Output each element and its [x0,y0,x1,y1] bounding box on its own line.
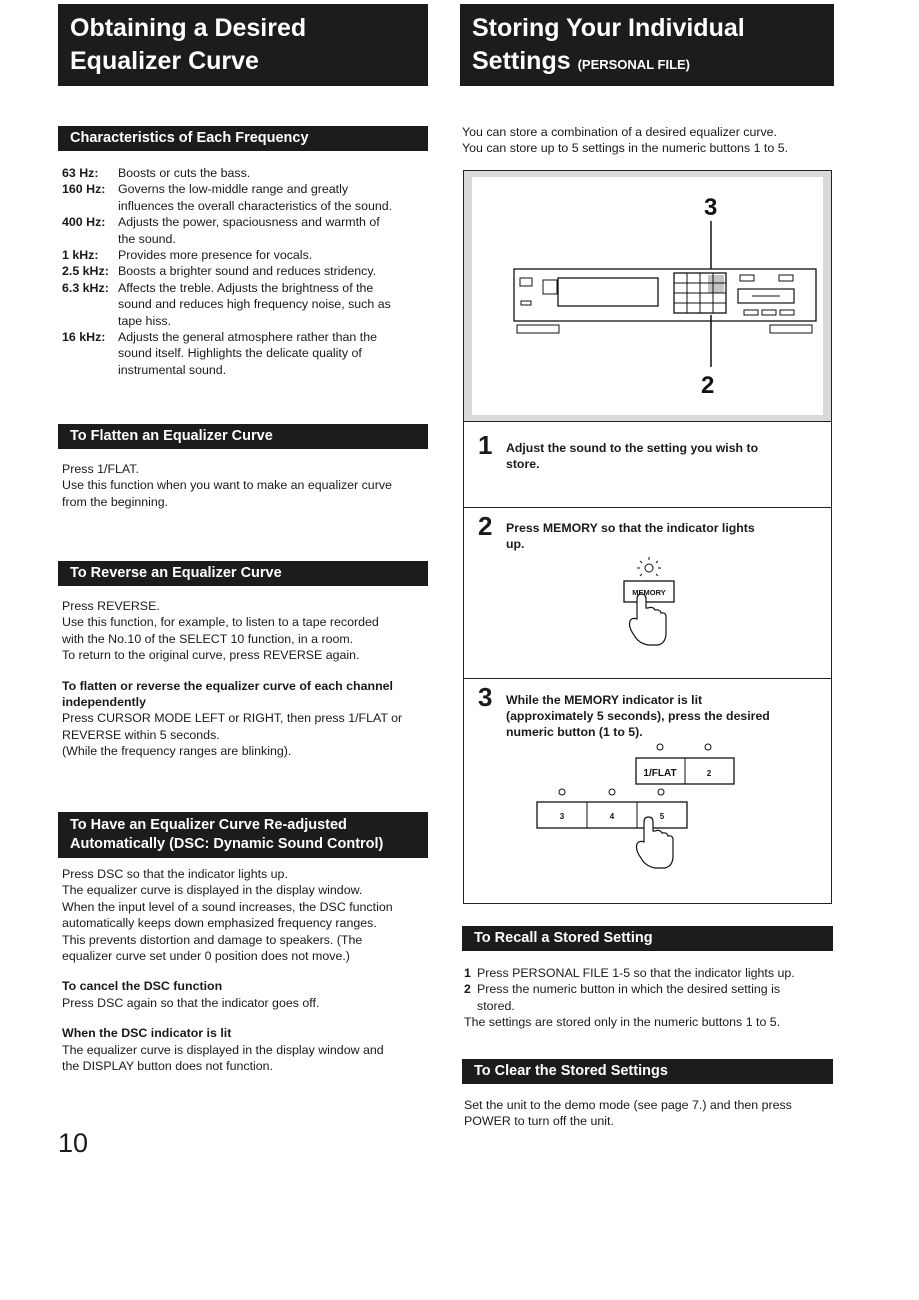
button-3-label: 3 [559,812,565,821]
dsc-lit-line: The equalizer curve is displayed in the display window and [62,1042,384,1057]
right-page-title [460,4,834,86]
flatten-line: Use this function when you want to make an equalizer curve [62,478,392,493]
frequency-description-line: Adjusts the power, spaciousness and warmth of [118,215,380,230]
right-title-main: Settings [472,47,571,75]
reverse-line: with the No.10 of the SELECT 10 function, in a room. [62,631,354,646]
frequency-list [62,165,434,378]
recall-heading: To Recall a Stored Setting [462,926,833,951]
independent-line: Press CURSOR MODE LEFT or RIGHT, then press 1/FLAT or [62,711,403,726]
recall-step [464,965,834,981]
frequency-description-line: Adjusts the general atmosphere rather than the [118,330,377,345]
frequency-label: 1 kHz: [62,248,99,263]
recall-line: stored. [477,998,515,1013]
frequency-description-line: Affects the treble. Adjusts the brightness of the [118,280,374,295]
right-title-line1: Storing Your Individual [472,14,745,42]
frequency-description [118,329,434,378]
frequency-label: 400 Hz: [62,215,106,230]
reverse-line: Use this function, for example, to listen to a tape recorded [62,615,379,630]
frequency-description-line: Provides more presence for vocals. [118,248,313,263]
frequency-description-line: the sound. [118,231,176,246]
right-title-small: (PERSONAL FILE) [577,57,691,72]
indicator-dot [705,744,711,750]
step-3-number: 3 [478,682,493,712]
reverse-line: Press REVERSE. [62,599,160,613]
step-3-text [506,692,821,740]
independent-line: REVERSE within 5 seconds. [62,727,220,742]
intro-line: You can store a combination of a desired equalizer curve. [462,125,778,139]
flatten-text [62,461,434,510]
frequency-description [118,263,434,279]
frequency-description-line: instrumental sound. [118,362,227,377]
memory-button-label: MEMORY [632,588,666,597]
frequency-description-line: Boosts or cuts the bass. [118,166,251,180]
step-1-number: 1 [478,430,493,460]
step-2-line: up. [506,537,525,551]
frequency-label: 160 Hz: [62,182,106,197]
flatten-line: from the beginning. [62,494,169,509]
step-3-line: (approximately 5 seconds), press the desired [506,709,770,723]
button-4-label: 4 [609,812,615,821]
dsc-text [62,866,434,1074]
left-page-title [58,4,428,86]
frequency-item [62,214,434,247]
dsc-heading-line2: Automatically (DSC: Dynamic Sound Control) [70,836,384,852]
recall-line: Press the numeric button in which the desired setting is [477,982,781,997]
personal-file-intro [462,124,837,157]
indicator-dot [609,789,615,795]
independent-line: (While the frequency ranges are blinking). [62,744,292,759]
frequency-description-line: sound and reduces high frequency noise, such as [118,297,391,312]
frequency-item [62,329,434,378]
step-2-text [506,520,816,552]
recall-note: The settings are stored only in the numeric buttons 1 to 5. [464,1015,781,1030]
recall-step-text: Press PERSONAL FILE 1-5 so that the indicator lights up. [477,966,795,980]
dsc-heading [58,812,428,858]
step-1-text [506,440,816,472]
frequency-description-line: influences the overall characteristics of the sound. [118,198,393,213]
clear-text [464,1097,834,1130]
flatten-heading: To Flatten an Equalizer Curve [58,424,428,449]
flatten-line: Press 1/FLAT. [62,462,139,476]
reverse-heading: To Reverse an Equalizer Curve [58,561,428,586]
equalizer-unit-drawing [472,177,823,415]
intro-line: You can store up to 5 settings in the numeric buttons 1 to 5. [462,141,789,156]
step-1-line: Adjust the sound to the setting you wish to [506,441,759,455]
unit-foot-left [517,325,559,333]
frequency-item [62,263,434,279]
recall-step-number: 1 [464,966,471,980]
recall-step-number: 2 [464,982,471,997]
clear-line: POWER to turn off the unit. [464,1114,614,1129]
frequency-description-line: Governs the low-middle range and greatly [118,182,349,197]
step-2-number: 2 [478,511,493,541]
dsc-line: automatically keeps down emphasized frequency ranges. [62,916,377,931]
highlighted-buttons [708,275,724,293]
step-3-line: While the MEMORY indicator is lit [506,693,703,707]
frequency-description [118,214,434,247]
dsc-heading-line1: To Have an Equalizer Curve Re-adjusted [70,817,347,833]
frequency-description [118,280,434,329]
flat-button-label: 1/FLAT [643,768,677,779]
frequency-label: 16 kHz: [62,330,106,345]
dsc-line: When the input level of a sound increases, the DSC function [62,899,393,914]
button-5-label: 5 [659,812,665,821]
indicator-dot [657,744,663,750]
step-3-line: numeric button (1 to 5). [506,725,643,739]
unit-foot-right [770,325,812,333]
indicator-dot [658,789,664,795]
unit-body [514,269,816,321]
frequency-description-line: tape hiss. [118,313,172,328]
indicator-dot [559,789,565,795]
frequency-description [118,165,434,181]
frequency-label: 2.5 kHz: [62,264,109,279]
indicator-light-icon [637,557,661,576]
dsc-line: The equalizer curve is displayed in the display window. [62,883,363,898]
callout-2-label: 2 [701,372,715,399]
frequency-item [62,181,434,214]
reverse-line: To return to the original curve, press REVERSE again. [62,648,360,663]
numeric-buttons-illustration [532,740,772,900]
recall-step [464,981,834,1014]
step-2-line: Press MEMORY so that the indicator lights [506,521,755,535]
clear-heading: To Clear the Stored Settings [462,1059,833,1084]
step-divider [464,507,831,508]
procedure-steps [463,420,832,904]
frequency-item [62,165,434,181]
dsc-line: equalizer curve set under 0 position does not move.) [62,949,350,964]
frequency-description [118,247,434,263]
frequency-description-line: sound itself. Highlights the delicate quality of [118,346,362,361]
left-title-line1: Obtaining a Desired [70,14,307,42]
device-figure [463,170,832,422]
step-1-line: store. [506,457,540,471]
dsc-cancel-text: Press DSC again so that the indicator goes off. [62,995,320,1010]
frequency-label: 63 Hz: [62,166,99,180]
memory-button-illustration [604,555,694,655]
frequency-item [62,280,434,329]
page-number: 10 [58,1128,89,1158]
independent-heading: To flatten or reverse the equalizer curve of each channel [62,678,393,693]
dsc-lit-line: the DISPLAY button does not function. [62,1059,274,1074]
recall-steps [464,965,834,1031]
characteristics-heading: Characteristics of Each Frequency [58,126,428,151]
callout-3-label: 3 [704,194,718,221]
right-title-line2 [472,45,822,81]
dsc-line: Press DSC so that the indicator lights up. [62,867,288,881]
dsc-lit-heading: When the DSC indicator is lit [62,1026,232,1041]
clear-line: Set the unit to the demo mode (see page 7.) and then press [464,1098,792,1112]
frequency-label: 6.3 kHz: [62,280,109,295]
button-2-label: 2 [706,769,712,778]
device-figure-panel [472,177,823,415]
frequency-item [62,247,434,263]
dsc-cancel-heading: To cancel the DSC function [62,979,223,994]
left-title-line2: Equalizer Curve [70,47,259,75]
step-divider [464,678,831,679]
frequency-description [118,181,434,214]
independent-heading: independently [62,695,146,710]
recall-step-text [477,981,780,1014]
reverse-text [62,598,434,760]
dsc-line: This prevents distortion and damage to speakers. (The [62,932,363,947]
frequency-description-line: Boosts a brighter sound and reduces stridency. [118,264,377,279]
